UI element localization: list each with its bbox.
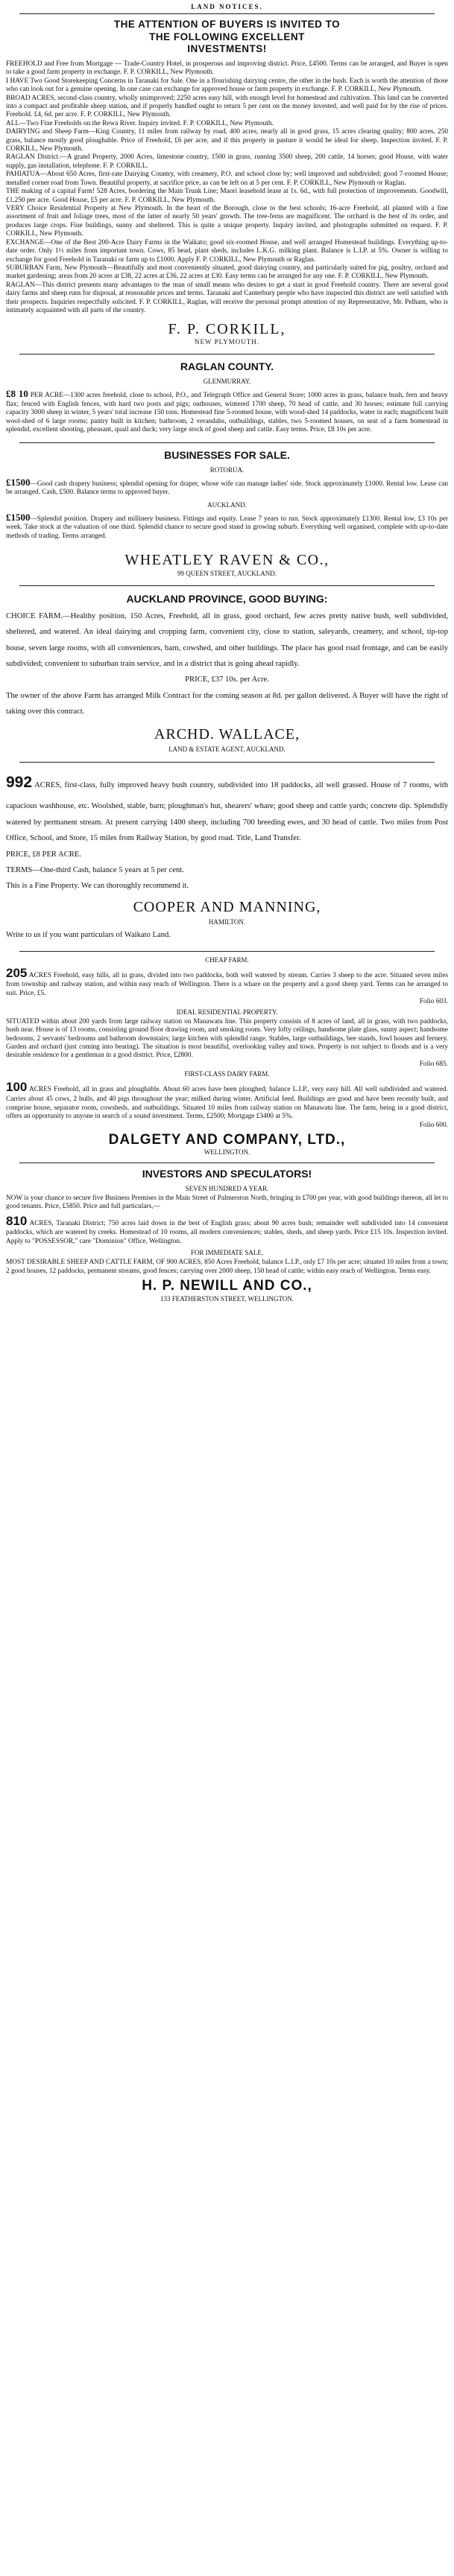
listing [6, 1080, 448, 1121]
divider [19, 951, 435, 952]
headline: THE FOLLOWING EXCELLENT [149, 31, 305, 42]
listing: I HAVE Two Good Storekeeping Concerns in Taranaki for Sale. One in a flourishing dairying centre, the other in the bush. Each is worth the attention of those who can look out for a genuine opening. In one case can exchange for approved house or farm property in exchange. F. P. CORKILL, New Plymouth. [6, 77, 448, 94]
raglan-advertisement [6, 360, 448, 434]
headline: THE ATTENTION OF BUYERS IS INVITED TO [113, 19, 341, 31]
listing [6, 966, 448, 999]
auckland-province-advertisement [6, 592, 448, 754]
corkill-advertisement [6, 19, 448, 346]
firm-town: WELLINGTON. [204, 1148, 250, 1157]
cooper-manning-advertisement [6, 767, 448, 944]
terms: TERMS—One-third Cash, balance 5 years at 5 per cent. [6, 865, 184, 874]
subtitle: CHEAP FARM. [205, 955, 249, 964]
subtitle: IDEAL RESIDENTIAL PROPERTY. [176, 1008, 278, 1016]
listing-text: ACRES, first-class, fully improved heavy bush country, subdivided into 18 paddocks, all well grassed. House of 7 rooms, with capacious washhouse, etc. Woolshed, stable, barn; ploughman's hut, shearers' whare; good sheep and cattle yards; concrete dip. Splendidly watered by permanent stream. At present carrying 1400 sheep, including 700 breeding ewes, and 30 head of cattle. Two miles from Post Office, School, and Store, 15 miles from Railway Station, by good road. Title, Land Transfer. [6, 780, 448, 843]
listing: RAGLAN District.—A grand Property, 2000 Acres, limestone country, 1500 in grass, running 3500 sheep, 200 cattle, 14 horses; good House, with water supply, gas installation, telephone. F. P. CORKILL. [6, 153, 448, 170]
dalgety-advertisement [6, 956, 448, 1157]
section-title: RAGLAN COUNTY. [180, 360, 274, 373]
listing [6, 388, 448, 434]
listing [6, 512, 448, 541]
divider [19, 442, 435, 443]
note: Write to us if you want particulars of Waikato Land. [6, 931, 171, 940]
subtitle: AUCKLAND. [207, 500, 247, 509]
listing: THE making of a capital Farm! 528 Acres, bordering the Main Trunk Line; Maori leasehold lease at 1s. 6d., with full protection of improvements. Goodwill, £1,250 per acre. Good House, £5 per acre. F. P. CORKILL, New Plymouth. [6, 188, 448, 204]
newspaper-page [6, 0, 448, 1303]
subtitle: SEVEN HUNDRED A YEAR. [185, 1184, 269, 1192]
folio: Folio 603. [419, 998, 448, 1006]
firm-town: NEW PLYMOUTH. [195, 338, 259, 346]
section-header: LAND NOTICES. [191, 3, 263, 10]
agent-name: ARCHD. WALLACE, [154, 725, 300, 742]
subtitle: ROTORUA. [209, 465, 245, 474]
note: The owner of the above Farm has arranged Milk Contract for the coming season at 8d. per gallon delivered. A Buyer will have the right of taking over this contract. [6, 691, 448, 716]
listing [6, 477, 448, 497]
price: £8 10 [6, 388, 28, 400]
divider [19, 762, 435, 763]
subtitle: FOR IMMEDIATE SALE. [190, 1249, 264, 1257]
firm-address: 99 QUEEN STREET, AUCKLAND. [177, 569, 277, 577]
listing: CHOICE FARM.—Healthy position, 150 Acres, Freehold, all in grass, good orchard, few acres pretty native bush, well subdivided, sheltered, and watered. An ideal dairying and cropping farm, convenient city, close to station, saleyards, creamery, and school, tip-top house, seven large rooms, with all conveniences, barn, cowshed, and other buildings. The place has good road frontage, and can be easily subdivided; convenient to suburban train service, and in a district that is going ahead rapidly. [6, 611, 448, 669]
listing: SITUATED within about 200 yards from large railway station on Manawatu line. This property consists of 8 acres of land, all in grass, with two paddocks, bush near. House is of 13 rooms, consisting ground floor drawing room, and smoking room. Very lofty ceilings, handsome plate glass, sunny aspect; handsome bedrooms, 2 servants' bedrooms and bathroom downstairs; large kitchen with splendid range. Stables, large outbuildings, bee stands, fowl houses and fernery. Garden and orchard (just coming into bearing). The situation is most beautiful, overlooking valley and town. Property is not subject to floods and is a very desirable residence for a gentleman in a good district. Price, £2800. [6, 1017, 448, 1060]
listing [6, 767, 448, 847]
firm-name: DALGETY AND COMPANY, LTD., [108, 1131, 346, 1148]
listing: EXCHANGE—One of the Best 200-Acre Dairy Farms in the Waikato; good six-roomed House, and well arranged Homestead buildings. Everything up-to-date order. Only 1½ miles from important town. Cows, 85 head, plant sheds, includes L.K.G. milking plant. Balance is L.I.P. at 5%. Owner is willing to exchange for good Freehold in Taranaki or farm up to £1000. Apply F. P. CORKILL, New Plymouth or Raglan. [6, 238, 448, 264]
listing: NOW is your chance to secure five Business Premises in the Main Street of Palmerston North, bringing in £700 per year, with good buildings thereon, all let to good tenants. Price, £5850. Price and full particulars,— [6, 1194, 448, 1211]
firm-name: WHEATLEY RAVEN & CO., [124, 552, 330, 568]
divider [19, 13, 435, 14]
divider [19, 585, 435, 586]
listing: ALL—Two Fine Freeholds on the Rewa River. Inquiry invited. F. P. CORKILL, New Plymouth. [6, 119, 274, 127]
newill-advertisement [6, 1168, 448, 1303]
firm-town: HAMILTON. [208, 917, 246, 926]
listing-text: PER ACRE—1300 acres freehold, close to school, P.O., and Telegraph Office and General Store; 1000 acres in grass, balance bush, fern and heavy flax; fenced with English fences, with hard two posts and pigs; outhouses, wintered 1700 sheep, 70 head of cattle, and 30 horses; estimate full carrying capacity 3000 sheep in winter, 5 years' total increase 150 tons. Homestead fine 5-roomed house, with wood-shed 14 paddocks, water in each; magnificent built wool-shed of 6 large rooms; pantry built in kitchen; bathroom, 2 verandahs, outbuildings, stables, two 5-roomed houses, on seat of a farm homestead in splendid, excellent shooting, pheasant, quail and duck; very large stock of good sheep and cattle. Easy terms. Price, £8 10s per acre. [6, 392, 448, 434]
price: £1500 [6, 476, 31, 488]
firm-name: H. P. NEWILL AND CO., [142, 1278, 312, 1294]
section-title: INVESTORS AND SPECULATORS! [142, 1168, 312, 1180]
firm-name: F. P. CORKILL, [168, 320, 286, 337]
listing: DAIRYING and Sheep Farm—King Country, 11 miles from railway by road, 400 acres, nearly all in good grass, 15 acres clearing quality; 800 acres, 250 grass, balance mostly good ploughable. Price of Freehold, £6 per acre, and if this property in pasture it would be ideal for sheep. Inspection invited. F. P. CORKILL, New Plymouth. [6, 128, 448, 153]
section-title: BUSINESSES FOR SALE. [164, 448, 290, 461]
folio: Folio 685. [419, 1060, 448, 1068]
firm-name: COOPER AND MANNING, [133, 898, 321, 915]
price: £1500 [6, 511, 31, 523]
listing [6, 1214, 448, 1247]
listing-text: ACRES Freehold, all in grass and ploughable. About 60 acres have been ploughed; balance L.I.P., very easy hill. All well subdivided and watered. Carries about 45 cows, 2 bulls, and 40 pigs throughout the year; milked during winter. Artificial feed. Buildings are good and have been recently built, and comprise house, separator room, cowsheds, and outbuildings. Situated 10 miles from railway station on Manawatu line. The farm, being in a good district, offers an opportunity to anyone in search of a sound investment. Terms, £2500; Mortgage £3400 at 5%. [6, 1086, 448, 1121]
listing: VERY Choice Residential Property at New Plymouth. In the heart of the Borough, close to the best schools; 16-acre Freehold, all planted with a fine assortment of fruit and foliage trees, most of the latter of nearly 50 years' growth. The tree-ferns are magnificent. The orchard is the best of its order, and produces large crops. Fine buildings, sunny and sheltered. This is quite a unique property. Inquiry invited, and photographs submitted on request. F. P. CORKILL, New Plymouth. [6, 205, 448, 238]
price: PRICE, £37 10s. per Acre. [185, 675, 269, 684]
price: PRICE, £8 PER ACRE. [6, 850, 81, 859]
listing: RAGLAN—This district presents many advantages to the man of small means who desires to get a start in good Freehold country. There are several good dairy farms and sheep runs for disposal, at reasonable prices and terms. Taranaki and Canterbury people who have inspected this district are well satisfied with their prospects. Inquiries respectfully solicited. F. P. CORKILL, Raglan, will receive the personal prompt attention of my Representative, Mr. Pelham, who is intimately acquainted with all parts of the country. [6, 281, 448, 315]
listing: BROAD ACRES, second-class country, wholly unimproved; 2250 acres easy hill, with enough level for homestead and cultivation. This land can be converted into a compact and profitable sheep station, and if properly handled ought to return 5 per cent on the money invested, and well paid for by the rise of prices. Freehold. £4, 6d. per acre. F. P. CORKILL, New Plymouth. [6, 94, 448, 119]
listing: PAHIATUA—About 650 Acres, first-rate Dairying Country, with creamery, P.O. and school close by; well improved and subdivided; good 7-roomed House; metalled corner road from Town. Beautiful property, at sacrifice price, as can be left on at 5 per cent. F. P. CORKILL, New Plymouth or Raglan. [6, 171, 448, 187]
subtitle: FIRST-CLASS DAIRY FARM. [184, 1070, 270, 1078]
listing: FREEHOLD and Free from Mortgage — Trade-Country Hotel, in prosperous and improving district. Price, £4500. Terms can be arranged, and Buyer is open to take a good farm property in exchange. F. P. CORKILL, New Plymouth. [6, 60, 448, 77]
acreage: 205 [6, 965, 28, 980]
businesses-advertisement [6, 449, 448, 578]
note: This is a Fine Property. We can thoroughly recommend it. [6, 882, 189, 891]
acreage: 992 [6, 773, 33, 791]
acreage: 100 [6, 1080, 28, 1095]
listing: MOST DESIRABLE SHEEP AND CATTLE FARM, OF 900 ACRES, 850 Acres Freehold, balance L.I.P., only £7 10s per acre; situated 10 miles from a town; 2 good houses, 12 paddocks, permanent streams, good fences; carrying over 2000 sheep, 150 head of cattle; within easy reach of Wellington. Terms easy. [6, 1259, 448, 1275]
subtitle: GLENMURRAY. [203, 378, 251, 386]
listing: SUBURBAN Farm, New Plymouth—Beautifully and most conveniently situated, good dairying country, and particularly suited for pig, poultry, orchard and market gardening; areas from 20 acres at £38, 22 acres at £36, 22 acres at £30. Easy terms can be arranged for any one. F. P. CORKILL, New Plymouth. [6, 264, 448, 281]
agent-title: LAND & ESTATE AGENT, AUCKLAND. [168, 745, 286, 753]
folio: Folio 600. [419, 1121, 448, 1129]
acreage: 810 [6, 1213, 28, 1228]
listing-text: ACRES, Taranaki District; 750 acres laid down in the best of English grass; about 90 acres bush; remainder well subdivided into 14 convenient paddocks, which are watered by creeks. Homestead of 10 rooms, all modern conveniences; stables, sheds, and sheep yards. Price £15 10s. Inspection invited. Apply to "POSSESSOR," care "Dominion" Office, Wellington. [6, 1219, 448, 1245]
firm-address: 133 FEATHERSTON STREET, WELLINGTON. [160, 1294, 294, 1303]
section-title: AUCKLAND PROVINCE, GOOD BUYING: [126, 592, 328, 605]
listing-text: —Splendid position. Drapery and millinery business. Fittings and equity. Lease 7 years to run. Stock approximately £1300. Rental low, £3 10s per week. Take stock at the valuation of one third. Splendid chance to secure good stand in growing suburb. Everything well organised, complete with up-to-date methods of trading. Terms arranged. [6, 515, 448, 540]
headline: INVESTMENTS! [187, 43, 267, 55]
listing-text: ACRES Freehold, easy hills, all in grass, divided into two paddocks, both well watered by stream. Carries 3 sheep to the acre. Situated seven miles from township and railway station, and within easy reach of Wellington. There is a whare on the property and a good sheep yard. Terms can be arranged to suit. Price, £5. [6, 971, 448, 997]
listing-text: —Good cash drapery business; splendid opening for draper, whose wife can manage ladies' side. Stock approximately £1000. Rental low. Lease can be arranged. Cash, £500. Balance terms to approved buyer. [6, 480, 448, 497]
